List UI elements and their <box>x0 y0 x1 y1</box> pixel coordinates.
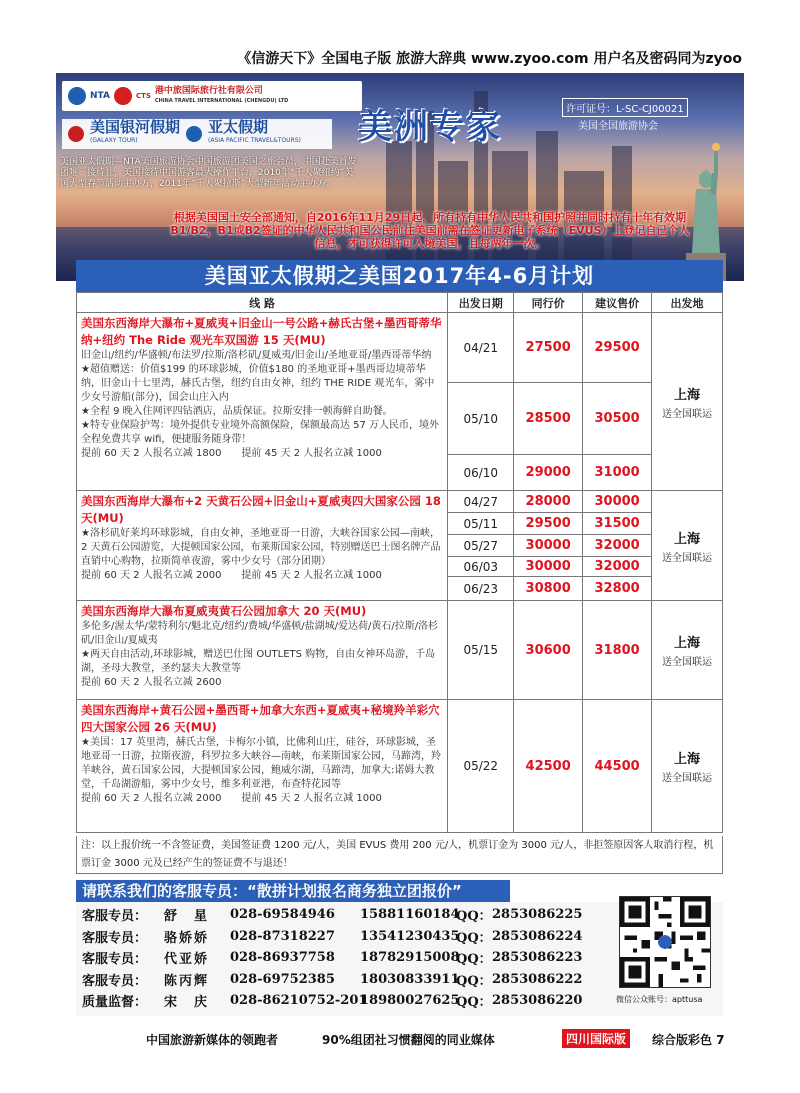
table-row <box>77 313 723 383</box>
aptt-logo-icon <box>186 126 202 142</box>
contact-mobile[interactable]: 18782915008 <box>360 950 460 966</box>
retail-price: 32000 <box>583 535 652 557</box>
globe-logo-icon <box>68 87 86 105</box>
footer-slogan-2: 90%组团社习惯翻阅的同业媒体 <box>322 1033 495 1047</box>
contact-name: 舒 星 <box>164 909 210 925</box>
retail-price: 31000 <box>583 455 652 491</box>
route-title: 美国东西海岸大瀑布+2 天黄石公园+旧金山+夏威夷四大国家公园 18 天(MU) <box>81 494 441 525</box>
peer-price: 30800 <box>514 577 583 601</box>
tour-table <box>76 292 723 833</box>
route-title: 美国东西海岸+黄石公园+墨西哥+加拿大东西+夏威夷+秘境羚羊彩穴四大国家公园 26 天(MU) <box>81 703 440 734</box>
route-discount: 提前 60 天 2 人报名立减 2000 提前 45 天 2 人报名立减 1000 <box>81 570 382 581</box>
contact-list <box>82 904 612 1012</box>
qq-label: QQ： <box>456 952 492 968</box>
departure-note: 送全国联运 <box>662 408 713 420</box>
license-number: 许可证号：L-SC-CJ00021 <box>562 98 688 117</box>
cts-star-icon <box>114 87 132 105</box>
peer-price: 29000 <box>514 455 583 491</box>
qq-label: QQ： <box>456 973 492 989</box>
departure-date: 05/22 <box>448 700 514 833</box>
departure-date: 06/10 <box>448 455 514 491</box>
departure-city-cell <box>652 313 723 491</box>
company-name: 港中旅国际旅行社有限公司 <box>154 86 263 96</box>
retail-price: 32000 <box>583 557 652 577</box>
contact-row <box>82 926 612 948</box>
departure-note: 送全国联运 <box>662 657 713 668</box>
peer-price: 30600 <box>514 601 583 700</box>
contact-name: 骆娇娇 <box>164 930 210 946</box>
route-discount: 提前 60 天 2 人报名立减 1800 提前 45 天 2 人报名立减 1000 <box>81 448 382 459</box>
contact-role: 客服专员： <box>82 973 148 989</box>
top-banner: 《信游天下》全国电子版 旅游大辞典 www.zyoo.com 用户名及密码同为zyoo <box>237 51 742 67</box>
peer-price: 27500 <box>514 313 583 383</box>
route-cell <box>77 700 448 833</box>
departure-city: 上海 <box>674 531 701 547</box>
contact-qq[interactable]: 2853086222 <box>492 971 583 987</box>
contact-role: 客服专员： <box>82 930 148 946</box>
departure-city: 上海 <box>674 752 701 767</box>
contact-header-text: 请联系我们的客服专员：“散拼计划报名商务独立团报价” <box>76 880 510 902</box>
departure-note: 送全国联运 <box>662 552 713 564</box>
departure-date: 05/10 <box>448 383 514 455</box>
contact-row <box>82 904 612 926</box>
brand-galaxy: 美国银河假期 <box>90 118 181 136</box>
departure-city-cell <box>652 700 723 833</box>
peer-price: 30000 <box>514 557 583 577</box>
table-header-row <box>77 293 723 313</box>
contact-mobile[interactable]: 18980027625 <box>360 993 460 1009</box>
contact-qq[interactable]: 2853086223 <box>492 950 583 966</box>
hero-banner <box>56 73 744 281</box>
route-title: 美国东西海岸大瀑布+夏威夷+旧金山一号公路+赫氏古堡+墨西哥蒂华纳+纽约 The Ride 观光车双国游 15 天(MU) <box>81 316 442 347</box>
departure-date: 05/27 <box>448 535 514 557</box>
brand-box <box>62 119 332 149</box>
route-detail: ★全程 9 晚入住网评四钻酒店，品质保证。拉斯安排一顿海鲜自助餐。 <box>81 406 393 417</box>
route-cell <box>77 491 448 601</box>
peer-price: 28500 <box>514 383 583 455</box>
table-row <box>77 601 723 700</box>
contact-phone[interactable]: 028-87318227 <box>230 928 335 944</box>
retail-price: 30500 <box>583 383 652 455</box>
contact-row <box>82 990 612 1012</box>
header-retail-price: 建议售价 <box>583 293 652 313</box>
departure-date: 04/21 <box>448 313 514 383</box>
retail-price: 31800 <box>583 601 652 700</box>
departure-date: 06/23 <box>448 577 514 601</box>
contact-row <box>82 969 612 991</box>
brand-aptt: 亚太假期 <box>208 118 269 136</box>
route-title: 美国东西海岸大瀑布夏威夷黄石公园加拿大 20 天(MU) <box>81 604 367 618</box>
contact-qq[interactable]: 2853086224 <box>492 928 583 944</box>
retail-price: 44500 <box>583 700 652 833</box>
retail-price: 32800 <box>583 577 652 601</box>
peer-price: 28000 <box>514 491 583 513</box>
contact-role: 质量监督： <box>82 995 148 1011</box>
contact-role: 客服专员： <box>82 909 148 925</box>
footer <box>0 1029 800 1051</box>
retail-price: 31500 <box>583 513 652 535</box>
departure-city: 上海 <box>674 387 701 403</box>
contact-mobile[interactable]: 18030833911 <box>360 971 460 987</box>
departure-city-cell <box>652 491 723 601</box>
qq-label: QQ： <box>456 909 492 925</box>
route-detail: ★特专业保险护驾：境外提供专业境外高额保险，保额最高达 57 万人民币，境外全程免费共享 wifi，便捷服务随身带！ <box>81 420 440 445</box>
peer-price: 30000 <box>514 535 583 557</box>
departure-date: 06/03 <box>448 557 514 577</box>
contact-mobile[interactable]: 13541230435 <box>360 928 460 944</box>
association-label: 美国全国旅游协会 <box>578 121 658 132</box>
nta-logo: NTA <box>90 91 110 101</box>
route-cell <box>77 313 448 491</box>
departure-city-cell <box>652 601 723 700</box>
route-detail: ★美国：17 英里湾，赫氏古堡，卡梅尔小镇，比佛利山庄，硅谷，环球影城，圣地亚哥一日游，拉斯夜游，科罗拉多大峡谷—南峡，布莱斯国家公园，马蹄湾，羚羊峡谷，黄石国家公园，大提顿国家公园，鲍威尔湖，马蹄湾，加拿大:诺姆大教堂，千岛湖游船，雾中少女号，维多利亚港，布查特花园等 <box>81 737 441 790</box>
departure-note: 送全国联运 <box>662 773 713 784</box>
table-row <box>77 491 723 513</box>
contact-name: 陈丙辉 <box>164 973 210 989</box>
contact-phone[interactable]: 028-69752385 <box>230 971 335 987</box>
qq-label: QQ： <box>456 930 492 946</box>
header-route: 线 路 <box>77 293 448 313</box>
page-label: 综合版彩色 7 <box>652 1033 725 1047</box>
footer-slogan-1: 中国旅游新媒体的领跑者 <box>146 1033 279 1047</box>
evus-notice: 根据美国国土安全部通知，自2016年11月29日起，所有持有中华人民共和国护照并同时持有十年有效期B1/B2，B1或B2签证的中华人民共和国公民前往美国前需在签证更新电子系统（EVUS）上登记自己个人信息，才可获得许可入境美国，且每两年一次。 <box>170 211 690 250</box>
route-discount: 提前 60 天 2 人报名立减 2000 提前 45 天 2 人报名立减 1000 <box>81 793 382 804</box>
route-cell <box>77 601 448 700</box>
price-note: 注：以上报价统一不含签证费，美国签证费 1200 元/人，美国 EVUS 费用 200 元/人，机票订金为 3000 元/人，非拒签原因客人取消行程，机票订金 3000 元及已经产生的签证费不与退还！ <box>76 836 723 874</box>
peer-price: 29500 <box>514 513 583 535</box>
route-cities: 多伦多/渥太华/蒙特利尔/魁北克/纽约/费城/华盛顿/盐湖城/爱达荷/黄石/拉斯/洛杉矶/旧金山/夏威夷 <box>81 621 439 646</box>
peer-price: 42500 <box>514 700 583 833</box>
table-row <box>77 700 723 833</box>
contact-section <box>76 878 723 1016</box>
brand-aptt-en: (ASIA PACIFIC TRAVEL&TOURS) <box>208 137 301 144</box>
retail-price: 30000 <box>583 491 652 513</box>
contact-role: 客服专员： <box>82 952 148 968</box>
galaxy-logo-icon <box>68 126 84 142</box>
plan-title: 美国亚太假期之美国2017年4-6月计划 <box>76 260 723 292</box>
wechat-account: 微信公众账号：apttusa <box>616 995 703 1004</box>
departure-date: 05/15 <box>448 601 514 700</box>
contact-name: 宋 庆 <box>164 995 210 1011</box>
company-name-en: CHINA TRAVEL INTERNATIONAL (CHENGDU) LTD <box>154 98 289 104</box>
hero-title: 美洲专家 <box>358 107 502 147</box>
header-date: 出发日期 <box>448 293 514 313</box>
cts-logo: CTS <box>135 92 151 100</box>
contact-row <box>82 947 612 969</box>
contact-qq[interactable]: 2853086220 <box>492 993 583 1009</box>
brand-galaxy-en: (GALAXY TOUR) <box>90 137 138 144</box>
contact-qq[interactable]: 2853086225 <box>492 907 583 923</box>
route-cities: 旧金山/纽约/华盛顿/布法罗/拉斯/洛杉矶/夏威夷/旧金山/圣地亚哥/墨西哥蒂华纳 <box>81 350 432 361</box>
header-departure: 出发地 <box>652 293 723 313</box>
departure-date: 04/27 <box>448 491 514 513</box>
qq-label: QQ： <box>456 995 492 1011</box>
contact-phone[interactable]: 028-86937758 <box>230 950 335 966</box>
contact-phone[interactable]: 028-86210752-201 <box>230 993 368 1009</box>
wechat-qr-code[interactable] <box>619 896 711 988</box>
contact-mobile[interactable]: 15881160184 <box>360 907 460 923</box>
departure-city: 上海 <box>674 636 701 651</box>
retail-price: 29500 <box>583 313 652 383</box>
route-detail: ★两天自由活动,环球影城，赠送巴仕图 OUTLETS 购物，自由女神环岛游，千岛湖，圣母大教堂，圣约瑟夫大教堂等 <box>81 649 436 674</box>
qr-code-icon <box>620 897 710 987</box>
contact-phone[interactable]: 028-69584946 <box>230 907 335 923</box>
edition-badge: 四川国际版 <box>562 1029 630 1048</box>
departure-date: 05/11 <box>448 513 514 535</box>
company-logo-strip <box>62 81 362 111</box>
company-intro: 美国亚太假期—NTA美国旅游协会中国旅游团美国之旅会员，中国赴美首发团唯一接待社，美国接待中国游客最大操作平台，2010年“千人聚纽约”美国大型春节活动主办方，2011年“千人聚拉斯”大型新年活动主办方。 <box>60 157 357 189</box>
route-discount: 提前 60 天 2 人报名立减 2600 <box>81 677 222 688</box>
route-detail: ★超值赠送：价值$199 的环球影城，价值$180 的圣地亚哥+墨西哥边境蒂华纳，旧金山十七里湾，赫氏古堡，纽约自由女神，纽约 THE RIDE 观光车，雾中少女号游船(部分)，国会山庄入内 <box>81 364 435 403</box>
contact-name: 代亚娇 <box>164 952 210 968</box>
route-detail: ★洛杉矶好莱坞环球影城，自由女神，圣地亚哥一日游，大峡谷国家公园—南峡，2 天黄石公园游览，大提顿国家公园，布莱斯国家公园，特别赠送巴士图名牌产品直销中心购物，拉斯简单夜游，雾中少女号（部分团期） <box>81 528 441 567</box>
header-peer-price: 同行价 <box>514 293 583 313</box>
